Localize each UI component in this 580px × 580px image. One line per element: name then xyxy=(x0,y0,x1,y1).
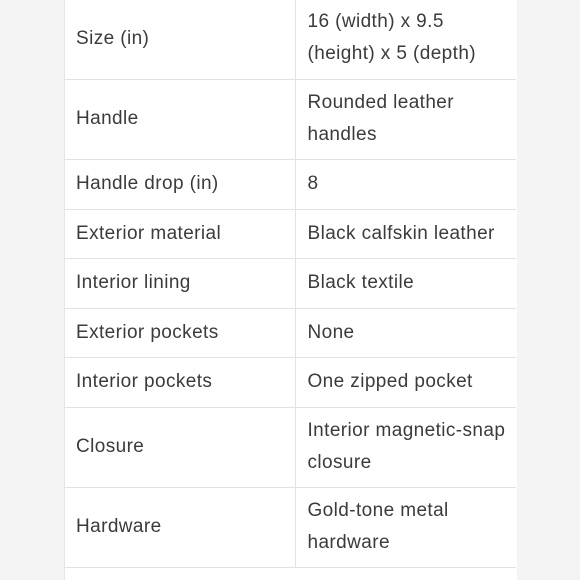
table-row xyxy=(64,159,516,209)
table-row xyxy=(64,308,516,357)
spec-value: 8 xyxy=(295,159,516,209)
spec-label: Interior pockets xyxy=(64,357,295,407)
product-specs-table xyxy=(64,0,516,568)
spec-value: 16 (width) x 9.5 (height) x 5 (depth) xyxy=(295,0,516,79)
table-row xyxy=(64,357,516,407)
spec-label: Handle xyxy=(64,79,295,159)
spec-label: Hardware xyxy=(64,487,295,567)
table-row xyxy=(64,487,516,567)
spec-value: Black textile xyxy=(295,258,516,308)
spec-value: Gold-tone metal hardware xyxy=(295,487,516,567)
table-row xyxy=(64,407,516,487)
spec-value: Rounded leather handles xyxy=(295,79,516,159)
spec-value: Black calfskin leather xyxy=(295,209,516,258)
spec-value: One zipped pocket xyxy=(295,357,516,407)
spec-label: Size (in) xyxy=(64,0,295,79)
spec-value: Interior magnetic-snap closure xyxy=(295,407,516,487)
spec-label: Closure xyxy=(64,407,295,487)
spec-label: Exterior material xyxy=(64,209,295,258)
table-row xyxy=(64,79,516,159)
spec-value: None xyxy=(295,308,516,357)
spec-label: Handle drop (in) xyxy=(64,159,295,209)
table-row xyxy=(64,258,516,308)
table-row xyxy=(64,209,516,258)
table-row xyxy=(64,0,516,79)
spec-label: Exterior pockets xyxy=(64,308,295,357)
spec-label: Interior lining xyxy=(64,258,295,308)
